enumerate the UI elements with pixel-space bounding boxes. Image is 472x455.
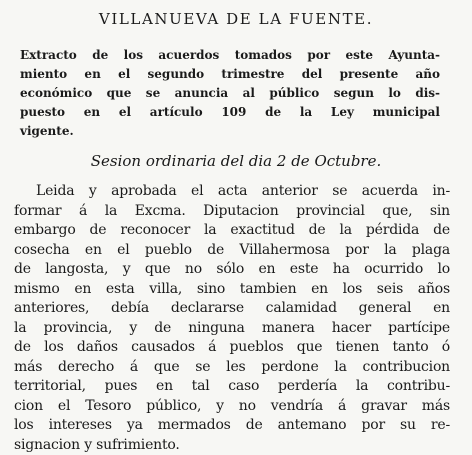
summary-line: vigente. [20, 122, 440, 141]
body-line: signacion y sufrimiento. [14, 436, 450, 455]
minutes-paragraph [14, 182, 450, 455]
body-line: cion el Tesoro público, y no vendría á gravar más [14, 397, 450, 417]
session-heading: Sesion ordinaria del dia 2 de Octubre. [0, 152, 472, 170]
body-line: los intereses ya mermados de antemano por su re- [14, 416, 450, 436]
body-line: la provincia, y de ninguna manera hacer partícipe [14, 319, 450, 339]
summary-paragraph [20, 46, 440, 141]
body-line: más derecho á que se les perdone la contribucion [14, 358, 450, 378]
summary-line: Extracto de los acuerdos tomados por este Ayunta- [20, 46, 440, 65]
body-line: mismo en esta villa, sino tambien en los seis años [14, 280, 450, 300]
summary-line: miento en el segundo trimestre del presente año [20, 65, 440, 84]
article-title: VILLANUEVA DE LA FUENTE. [0, 10, 472, 28]
body-line: territorial, pues en tal caso perdería la contribu- [14, 377, 450, 397]
body-line: anteriores, debía declararse calamidad general en [14, 299, 450, 319]
body-line: formar á la Excma. Diputacion provincial que, sin [14, 202, 450, 222]
body-line: embargo de reconocer la exactitud de la pérdida de [14, 221, 450, 241]
body-line: Leida y aprobada el acta anterior se acuerda in- [14, 182, 450, 202]
body-line: de los daños causados á pueblos que tienen tanto ó [14, 338, 450, 358]
body-line: cosecha en el pueblo de Villahermosa por la plaga [14, 241, 450, 261]
body-line: de langosta, y que no sólo en este ha ocurrido lo [14, 260, 450, 280]
summary-line: puesto en el artículo 109 de la Ley municipal [20, 103, 440, 122]
summary-line: económico que se anuncia al público segun lo dis- [20, 84, 440, 103]
